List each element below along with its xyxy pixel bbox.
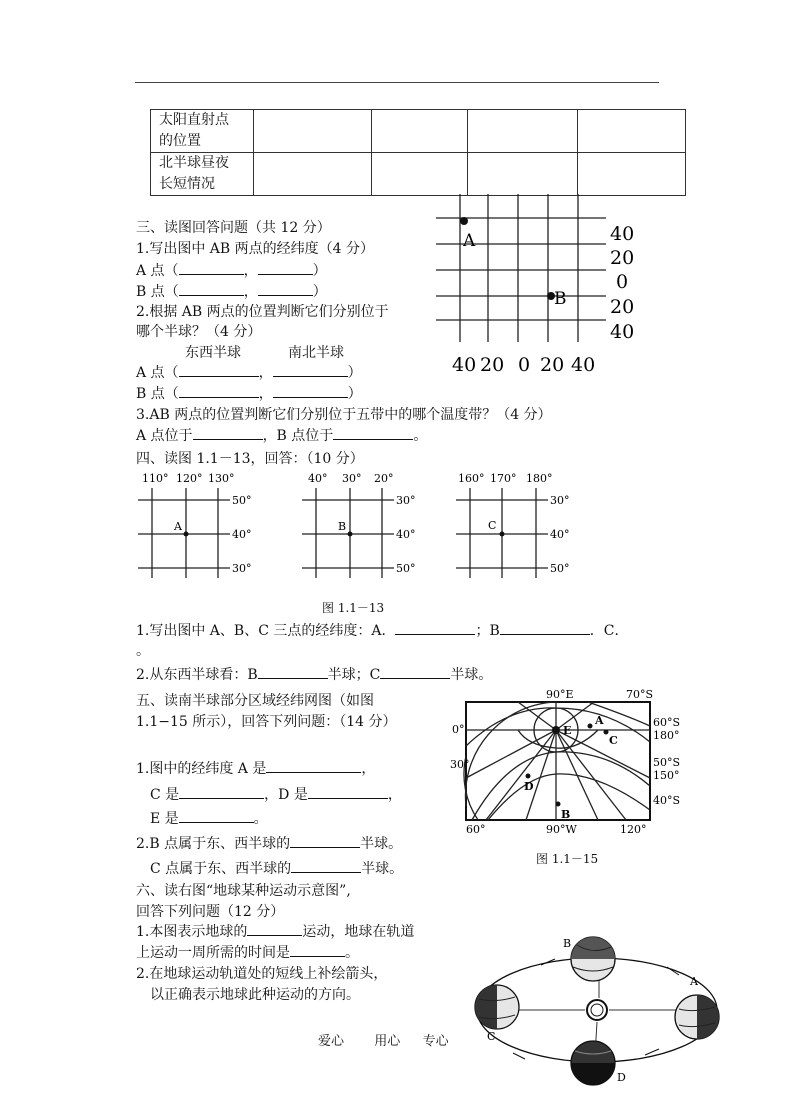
section5-title-line1: 五、读南半球部分区域经纬网图（如图	[136, 693, 374, 709]
lon-label: 20	[480, 354, 505, 376]
table-cell[interactable]	[254, 110, 372, 153]
southern-hemisphere-grid-figure	[448, 686, 690, 866]
section5-q1: 1.图中的经纬度 A 是 ，	[136, 758, 375, 778]
lat-label: 60°S	[653, 716, 681, 729]
lon-label: 180°	[526, 472, 553, 485]
sun-icon	[587, 1000, 607, 1020]
lon-label: 150°	[653, 769, 680, 782]
answer-blank[interactable]	[258, 260, 313, 275]
point-marker	[184, 532, 189, 537]
table-row	[151, 110, 686, 153]
arrow-tick[interactable]	[645, 1049, 659, 1055]
figure-caption-15: 图 1.1－15	[536, 852, 599, 866]
lon-label: 30°	[450, 758, 470, 771]
section4-title: 四、读图 1.1－13，回答：（10 分）	[136, 451, 364, 467]
section3-q2-line2: 哪个半球？（4 分）	[136, 324, 262, 340]
lat-label: 40	[610, 223, 635, 245]
answer-blank[interactable]	[308, 784, 388, 799]
footer	[318, 1030, 449, 1049]
section3-b-hemi: B 点（ ， ）	[136, 383, 362, 403]
lon-label: 60°	[466, 823, 486, 836]
earth-c-icon	[475, 985, 519, 1029]
earth-label: A	[690, 975, 698, 988]
lat-label: 40°	[550, 528, 570, 541]
arrow-tick[interactable]	[513, 1053, 525, 1059]
lat-label: 0	[616, 271, 629, 293]
earth-label: B	[563, 937, 572, 950]
lon-label: 180°	[653, 729, 680, 742]
lat-label: 50°S	[653, 756, 681, 769]
table-cell[interactable]	[254, 153, 372, 196]
section5-c-d: C 是 ，D 是 ，	[150, 784, 402, 804]
section6-title-line2: 回答下列问题（12 分）	[136, 904, 285, 920]
section3-q3-answer: A 点位于 ，B 点位于 。	[136, 425, 427, 445]
answer-blank[interactable]	[247, 921, 302, 936]
point-e-marker	[552, 726, 560, 734]
section3-q1: 1.写出图中 AB 两点的经纬度（4 分）	[136, 241, 375, 257]
section3-a-hemi: A 点（ ， ）	[136, 362, 362, 382]
answer-blank[interactable]	[179, 260, 244, 275]
lon-label: 20°	[374, 472, 394, 485]
point-marker	[500, 532, 505, 537]
point-label: A	[595, 714, 604, 727]
lat-label: 30°	[396, 494, 416, 507]
sun-inner-icon	[591, 1004, 603, 1016]
footer-item: 爱心	[318, 1034, 345, 1049]
lon-label: 20	[540, 354, 565, 376]
section4-q2: 2.从东西半球看：B 半球；C 半球。	[136, 664, 492, 684]
answer-blank[interactable]	[179, 383, 259, 398]
section5-q2: 2.B 点属于东、西半球的 半球。	[136, 833, 402, 853]
section3-b-line: B 点（ ， ）	[136, 281, 327, 301]
lon-label: 90°E	[546, 688, 574, 701]
lon-label: 120°	[176, 472, 203, 485]
table-cell[interactable]	[468, 110, 578, 153]
lat-label: 20	[610, 247, 635, 269]
lat-label: 70°S	[626, 688, 654, 701]
answer-blank[interactable]	[179, 281, 244, 296]
figure-caption-13: 图 1.1－13	[322, 601, 385, 615]
answer-blank[interactable]	[290, 833, 360, 848]
answer-blank[interactable]	[395, 620, 475, 635]
answer-blank[interactable]	[273, 362, 348, 377]
lon-label: 30°	[342, 472, 362, 485]
lat-label: 50°	[550, 562, 570, 575]
header-north-south: 南北半球	[288, 345, 344, 361]
map-3	[456, 472, 570, 578]
lat-label: 20	[610, 296, 635, 318]
answer-blank[interactable]	[380, 664, 450, 679]
point-b-marker	[556, 802, 561, 807]
table-row-label: 北半球昼夜 长短情况	[151, 153, 254, 196]
point-label: A	[174, 520, 182, 533]
point-label: D	[524, 780, 534, 793]
lon-label: 170°	[490, 472, 517, 485]
lon-label: 110°	[142, 472, 169, 485]
earth-b-icon	[571, 937, 615, 981]
table-cell[interactable]	[578, 110, 686, 153]
table-cell[interactable]	[468, 153, 578, 196]
table-cell[interactable]	[578, 153, 686, 196]
section6-q2-line2: 以正确表示地球此种运动的方向。	[150, 987, 360, 1003]
latlon-grid-figure	[430, 192, 650, 382]
lon-label: 0°	[452, 723, 465, 736]
section6-q1-line2: 上运动一周所需的时间是 。	[136, 942, 359, 962]
point-label: E	[563, 724, 572, 737]
point-label: B	[338, 520, 347, 533]
grid-lines	[436, 194, 606, 342]
table-row	[151, 153, 686, 196]
answer-blank[interactable]	[258, 664, 328, 679]
section6-q1: 1.本图表示地球的 运动，地球在轨道	[136, 921, 414, 941]
earth-label: C	[487, 1030, 496, 1043]
answer-blank[interactable]	[179, 808, 254, 823]
header-east-west: 东西半球	[185, 345, 241, 361]
answer-blank[interactable]	[273, 383, 348, 398]
map-2	[302, 472, 416, 578]
footer-item: 用心	[374, 1034, 401, 1049]
section4-q1: 1.写出图中 A、B、C 三点的经纬度：A． ；B ．C．	[136, 620, 629, 640]
point-label: C	[609, 734, 618, 747]
lat-label: 40°	[232, 528, 252, 541]
point-c-marker	[604, 730, 609, 735]
point-a-marker	[460, 217, 468, 225]
table-row-label: 太阳直射点 的位置	[151, 110, 254, 153]
section5-title-line2: 1.1−15 所示），回答下列问题：（14 分）	[136, 714, 397, 730]
lat-label: 40	[610, 321, 635, 343]
section4-maps-figure	[132, 470, 602, 582]
answer-blank[interactable]	[291, 858, 361, 873]
lon-label: 160°	[458, 472, 485, 485]
table-cell[interactable]	[372, 110, 468, 153]
answer-blank[interactable]	[258, 281, 313, 296]
lon-label: 40	[452, 354, 477, 376]
lat-label: 40°S	[653, 794, 681, 807]
section5-q2c: C 点属于东、西半球的 半球。	[150, 858, 403, 878]
section3-a-line: A 点（ ， ）	[136, 260, 327, 280]
lat-label: 30°	[550, 494, 570, 507]
point-a-marker	[588, 724, 593, 729]
map-1	[138, 472, 252, 578]
lon-label: 120°	[620, 823, 647, 836]
lat-label: 50°	[396, 562, 416, 575]
answer-blank[interactable]	[179, 362, 259, 377]
point-marker	[348, 532, 353, 537]
section3-q3: 3.AB 两点的位置判断它们分别位于五带中的哪个温度带？（4 分）	[136, 407, 552, 423]
point-d-marker	[526, 774, 531, 779]
lat-label: 30°	[232, 562, 252, 575]
answer-blank[interactable]	[333, 425, 413, 440]
lon-label: 0	[518, 354, 531, 376]
section3-q2-line1: 2.根据 AB 两点的位置判断它们分别位于	[136, 304, 389, 320]
section4-q1-end: 。	[136, 643, 150, 659]
section5-e: E 是 。	[150, 808, 268, 828]
point-a-label: A	[463, 231, 476, 251]
answer-blank[interactable]	[290, 942, 345, 957]
point-label: B	[561, 808, 571, 821]
lat-label: 40°	[396, 528, 416, 541]
section3-title: 三、读图回答问题（共 12 分）	[136, 220, 331, 236]
lon-label: 90°W	[546, 823, 577, 836]
footer-item: 专心	[422, 1034, 449, 1049]
answer-blank[interactable]	[266, 758, 361, 773]
earth-orbit-figure	[465, 925, 727, 1090]
table-cell[interactable]	[372, 153, 468, 196]
section6-q2-line1: 2.在地球运动轨道处的短线上补绘箭头，	[136, 966, 388, 982]
answer-blank[interactable]	[193, 425, 263, 440]
lon-label: 130°	[208, 472, 235, 485]
point-label: C	[488, 519, 497, 532]
answer-blank[interactable]	[500, 620, 590, 635]
sun-position-table	[150, 109, 686, 196]
top-rule	[135, 82, 659, 83]
earth-label: D	[617, 1071, 626, 1084]
lat-label: 50°	[232, 494, 252, 507]
lon-label: 40	[571, 354, 596, 376]
answer-blank[interactable]	[179, 784, 264, 799]
earth-a-icon	[675, 995, 719, 1039]
section6-title-line1: 六、读右图“地球某种运动示意图”,	[136, 883, 351, 899]
lon-label: 40°	[308, 472, 328, 485]
point-b-label: B	[554, 289, 567, 309]
earth-d-icon	[571, 1041, 615, 1085]
